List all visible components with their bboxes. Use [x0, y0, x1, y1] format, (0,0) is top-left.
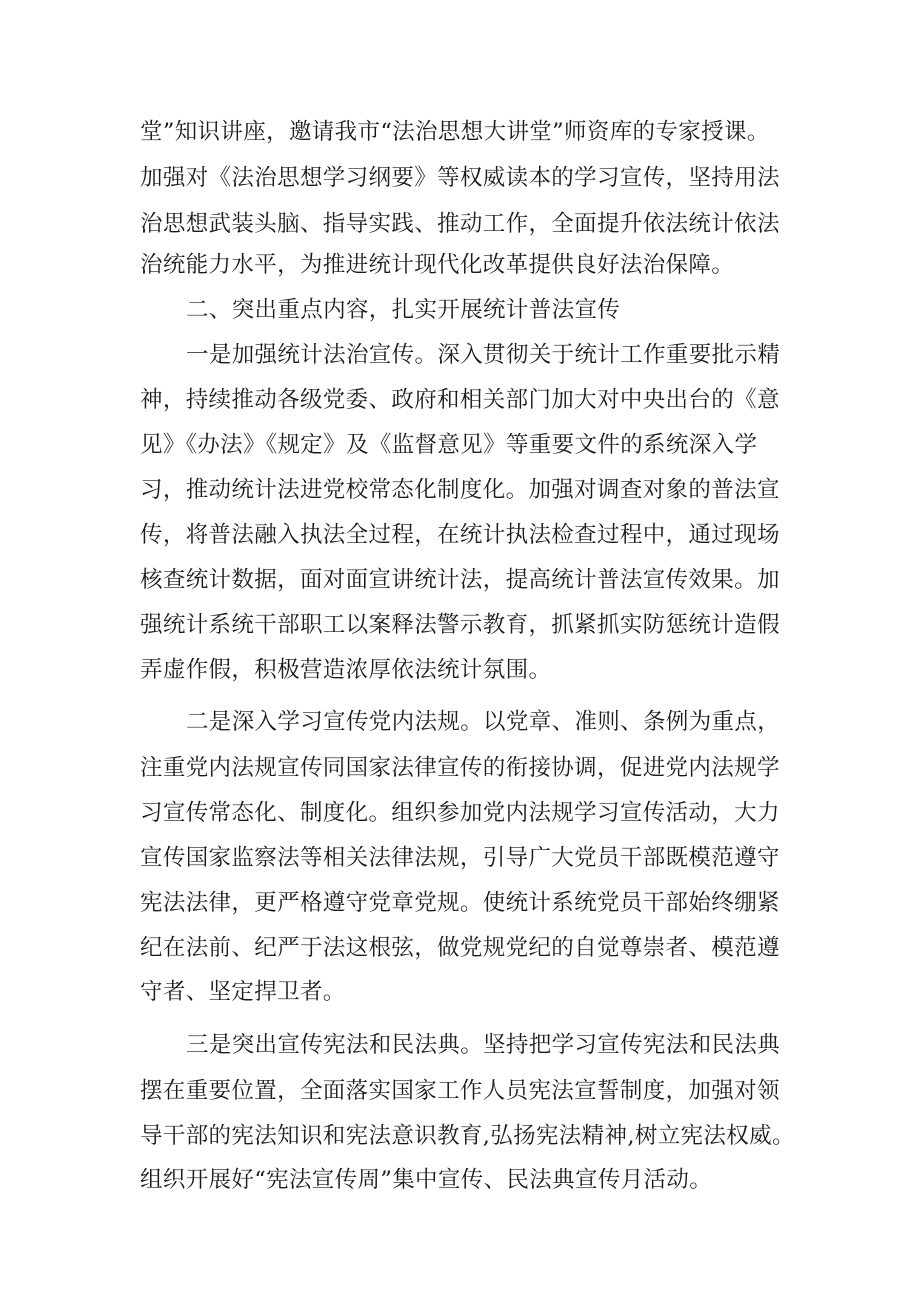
body-text-line: 摆在重要位置，全面落实国家工作人员宪法宣誓制度，加强对领 — [140, 1078, 780, 1104]
body-text-line: 习宣传常态化、制度化。组织参加党内法规学习宣传活动，大力 — [140, 800, 780, 826]
body-text-line: 习，推动统计法进党校常态化制度化。加强对调查对象的普法宣 — [140, 477, 780, 503]
body-text-line: 见》《办法》《规定》及《监督意见》等重要文件的系统深入学 — [140, 432, 758, 458]
body-text-line: 宪法法律，更严格遵守党章党规。使统计系统党员干部始终绷紧 — [140, 890, 780, 916]
body-text-line: 治统能力水平，为推进统计现代化改革提供良好法治保障。 — [140, 252, 735, 278]
paragraph-first-line: 三是突出宣传宪法和民法典。坚持把学习宣传宪法和民法典 — [186, 1032, 781, 1058]
body-text-line: 神，持续推动各级党委、政府和相关部门加大对中央出台的《意 — [140, 387, 780, 413]
body-text-line: 导干部的宪法知识和宪法意识教育,弘扬宪法精神,树立宪法权威。 — [140, 1123, 795, 1149]
body-text-line: 弄虚作假，积极营造浓厚依法统计氛围。 — [140, 657, 552, 683]
body-text-line: 传，将普法融入执法全过程，在统计执法检查过程中，通过现场 — [140, 522, 780, 548]
paragraph-first-line: 二是深入学习宣传党内法规。以党章、准则、条例为重点， — [186, 709, 781, 735]
body-text-line: 守者、坚定捍卫者。 — [140, 979, 346, 1005]
body-text-line: 治思想武装头脑、指导实践、推动工作，全面提升依法统计依法 — [140, 211, 780, 237]
section-heading: 二、突出重点内容，扎实开展统计普法宣传 — [186, 297, 621, 323]
body-text-line: 核查统计数据，面对面宣讲统计法，提高统计普法宣传效果。加 — [140, 567, 780, 593]
paragraph-first-line: 一是加强统计法治宣传。深入贯彻关于统计工作重要批示精 — [186, 342, 781, 368]
body-text-line: 加强对《法治思想学习纲要》等权威读本的学习宣传，坚持用法 — [140, 165, 780, 191]
body-text-line: 宣传国家监察法等相关法律法规，引导广大党员干部既模范遵守 — [140, 845, 780, 871]
body-text-line: 纪在法前、纪严于法这根弦，做党规党纪的自觉尊崇者、模范遵 — [140, 935, 780, 961]
body-text-line: 强统计系统干部职工以案释法警示教育，抓紧抓实防惩统计造假 — [140, 612, 780, 638]
body-text-line: 堂”知识讲座，邀请我市“法治思想大讲堂”师资库的专家授课。 — [140, 119, 770, 145]
body-text-line: 组织开展好“宪法宣传周”集中宣传、民法典宣传月活动。 — [140, 1167, 713, 1193]
body-text-line: 注重党内法规宣传同国家法律宣传的衔接协调，促进党内法规学 — [140, 755, 780, 781]
